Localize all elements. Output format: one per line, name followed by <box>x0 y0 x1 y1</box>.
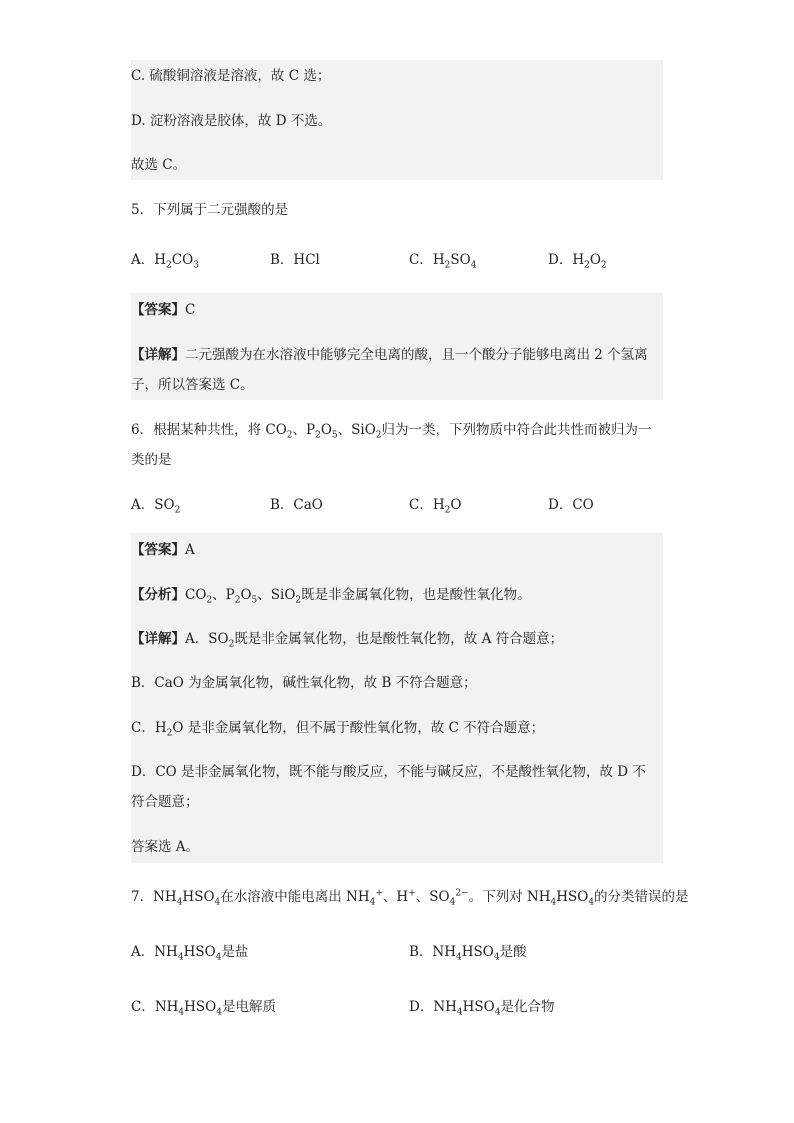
q5-option-c: C．$H_2SO_4$ <box>409 252 477 271</box>
q5-stem: 5．下列属于二元强酸的是 <box>131 202 289 218</box>
q5-option-b: B．HCl <box>270 252 320 268</box>
q6-analysis: 【分析】$CO_2$、$P_2O_5$、SiO$_2$既是非金属氧化物，也是酸性氧化物。 <box>131 587 531 606</box>
q6-option-a: A．$SO_2$ <box>131 497 181 516</box>
q6-detail-d-line-1: D．CO 是非金属氧化物，既不能与酸反应，不能与碱反应，不是酸性氧化物，故 D 不 <box>131 764 646 780</box>
q6-answer: 【答案】A <box>131 542 195 558</box>
q5-answer: 【答案】C <box>131 302 196 318</box>
q6-option-c: C．$H_2O$ <box>409 497 462 516</box>
q7-stem: 7．$NH_4HSO_4$在水溶液中能电离出 $NH_4^+$、H+、$SO_4^{2-}$。下列对 $NH_4HSO_4$的分类错误的是 <box>131 888 689 908</box>
q7-option-c: C．$NH_4HSO_4$是电解质 <box>131 999 276 1018</box>
q6-detail-c: C．$H_2O$ 是非金属氧化物，但不属于酸性氧化物，故 C 不符合题意； <box>131 720 545 739</box>
q6-detail-b: B．CaO 为金属氧化物，碱性氧化物，故 B 不符合题意； <box>131 675 477 691</box>
q6-detail-a: 【详解】A．$SO_2$既是非金属氧化物，也是酸性氧化物，故 A 符合题意； <box>131 631 564 650</box>
q5-option-d: D．$H_2O_2$ <box>548 252 607 271</box>
q7-option-a: A．$NH_4HSO_4$是盐 <box>131 944 249 963</box>
prev-option-d-explanation: D. 淀粉溶液是胶体，故 D 不选。 <box>131 113 332 129</box>
q6-stem-line-2: 类的是 <box>131 452 172 468</box>
q6-option-b: B．CaO <box>270 497 323 513</box>
q6-conclusion: 答案选 A。 <box>131 839 200 855</box>
q5-option-a: A．$H_2CO_3$ <box>131 252 199 271</box>
q6-stem-line-1: 6．根据某种共性，将 $CO_2$、$P_2O_5$、SiO$_2$归为一类，下列物质中符合此共性而被归为一 <box>131 422 652 441</box>
q6-answer-block <box>131 533 663 863</box>
q7-option-d: D．$NH_4HSO_4$是化合物 <box>409 999 555 1018</box>
prev-conclusion: 故选 C。 <box>131 157 187 173</box>
prev-option-c-explanation: C. 硫酸铜溶液是溶液，故 C 选； <box>131 68 331 84</box>
q6-detail-d-line-2: 符合题意； <box>131 794 199 810</box>
q5-detail-line-1: 【详解】二元强酸为在水溶液中能够完全电离的酸，且一个酸分子能够电离出 2 个氢离 <box>131 347 648 363</box>
q5-detail-line-2: 子，所以答案选 C。 <box>131 377 254 393</box>
q6-option-d: D．CO <box>548 497 594 513</box>
q7-option-b: B．$NH_4HSO_4$是酸 <box>409 944 527 963</box>
